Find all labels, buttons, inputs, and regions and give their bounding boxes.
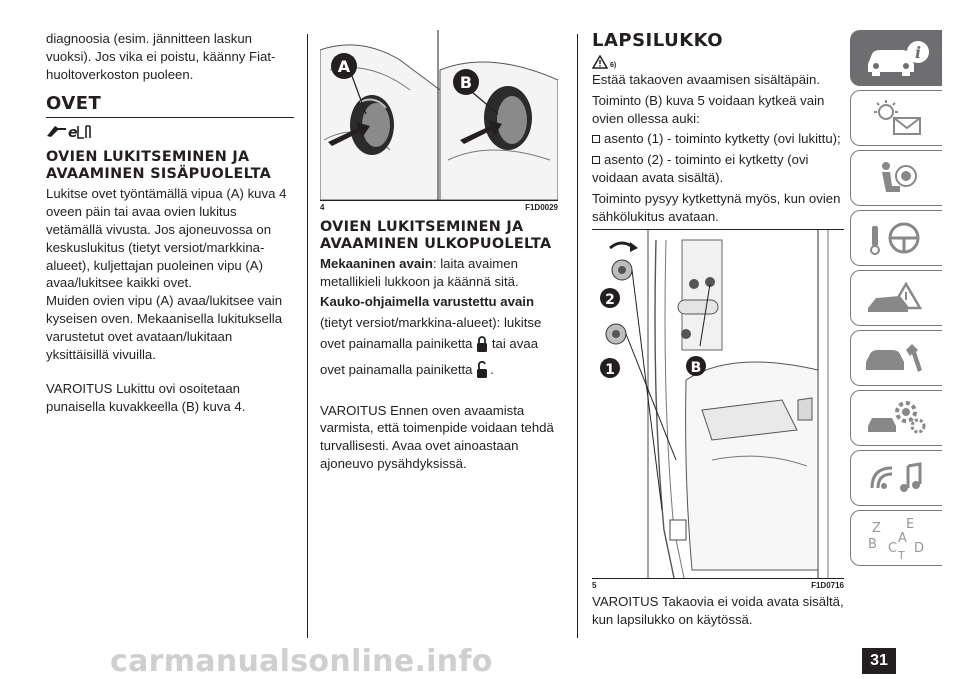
warning-triangle-icon (592, 55, 608, 69)
warning-text: VAROITUS Takaovia ei voida avata sisältä, kun lapsilukko on käytössä. (592, 594, 844, 628)
figure-caption (320, 201, 558, 215)
warning-text: VAROITUS Lukittu ovi osoitetaan punaisella kuvakkeella (B) kuva 4. (46, 381, 246, 415)
tab-multimedia[interactable] (850, 450, 942, 506)
warning-text: VAROITUS Ennen oven avaamista varmista, että toimenpide voidaan tehdä turvallisesti. Avaa ovet ainoastaan ajoneuvo pysähdyksissä. (320, 402, 554, 471)
callout-b: B (459, 73, 473, 92)
tab-maintenance[interactable] (850, 330, 942, 386)
intro-text: diagnoosia (esim. jännitteen laskun vuoksi). Jos vika ei poistu, käänny Fiat-huoltoverkoston puoleen. (46, 31, 276, 82)
tab-technical-data[interactable] (850, 390, 942, 446)
callout-2: 2 (605, 292, 615, 309)
gear-data-icon (862, 398, 932, 438)
media-music-icon (862, 458, 932, 498)
tab-safety[interactable] (850, 150, 942, 206)
bullet-icon (592, 135, 600, 143)
tab-dashboard-lights[interactable] (850, 90, 942, 146)
index-letter: E (905, 517, 914, 532)
unlock-icon (476, 361, 490, 385)
paragraph: Kauko-ohjaimella varustettu avain (tietyt versiot/markkina-alueet): lukitse ovet painamalla painiketta tai avaa ovet painamalla painiketta . (320, 291, 558, 385)
figure-5 (592, 229, 844, 579)
bullet-item: asento (1) - toiminto kytketty (ovi lukittu); (592, 130, 844, 148)
paragraph: Toiminto (B) kuva 5 voidaan kytkeä vain ovien ollessa auki: (592, 92, 825, 126)
tab-car-info[interactable] (850, 30, 942, 86)
column-rule (577, 34, 578, 638)
bullet-item: asento (2) - toiminto ei kytketty (ovi voidaan avata sisältä). (592, 152, 809, 185)
car-service-icon (862, 338, 932, 378)
figure-code: F1D0029 (525, 203, 558, 212)
column-rule (307, 34, 308, 638)
watermark: carmanualsonline.info (110, 644, 493, 679)
bullet-icon (592, 156, 600, 164)
warning-ref-number: 6) (610, 62, 617, 69)
figure-number: 5 (592, 581, 597, 591)
dashboard-lights-icon (862, 98, 932, 138)
callout-1: 1 (605, 362, 615, 379)
figure-code: F1D0716 (811, 581, 844, 591)
section-title-child-lock: LAPSILUKKO (592, 30, 724, 51)
callout-b: B (690, 360, 702, 377)
mechanical-key-lead: Mekaaninen avain (320, 256, 433, 271)
figure-number: 4 (320, 203, 325, 212)
child-lock-illustration (592, 230, 844, 578)
svg-text:e: e (68, 125, 78, 141)
heading-outside-locking: OVIEN LUKITSEMINEN JA AVAAMINEN ULKOPUOLELTA (320, 219, 552, 252)
alphabet-index-icon (862, 516, 932, 560)
tab-index[interactable] (850, 510, 942, 566)
car-info-icon (862, 38, 932, 78)
chapter-tabs (850, 30, 942, 570)
paragraph: Estää takaoven avaamisen sisältäpäin. (592, 72, 820, 87)
warning-ref-icon (46, 122, 294, 145)
paragraph: Toiminto pysyy kytkettynä myös, kun ovien sähkölukitus avataan. (592, 190, 841, 224)
index-letter: D (913, 541, 924, 556)
paragraph: Lukitse ovet työntämällä vipua (A) kuva 4 oveen päin tai avaa ovien lukitus vetämällä vivusta. Jos ajoneuvossa on keskuslukitus (tietyt versiot/markkina-alueet), kuljettajan puoleinen vipu (A) avaa/lukitsee kaikki ovet. (46, 186, 287, 291)
column-1 (46, 30, 294, 416)
page-number: 31 (862, 648, 896, 674)
warning-reference (592, 55, 844, 69)
steering-key-icon (862, 218, 932, 258)
warning-accident-icon (862, 278, 932, 318)
figure-4 (320, 30, 558, 201)
index-letter: T (897, 549, 905, 560)
index-letter: C (887, 541, 897, 556)
svg-text:i: i (914, 43, 921, 62)
section-divider (46, 117, 294, 118)
paragraph: Muiden ovien vipu (A) avaa/lukitsee vain kyseisen oven. Mekaanisella lukituksella varustetut ovet avataan/lukitaan yksittäisillä vivuilla. (46, 293, 283, 362)
section-title-doors: OVET (46, 93, 102, 115)
paragraph: Mekaaninen avain: laita avaimen metallikieli lukkoon ja käännä sitä. (320, 256, 519, 289)
column-3 (592, 30, 844, 629)
tab-starting-driving[interactable] (850, 210, 942, 266)
heading-inside-locking: OVIEN LUKITSEMINEN JA AVAAMINEN SISÄPUOLELTA (46, 149, 272, 183)
index-letter: A (897, 531, 907, 546)
door-lever-illustration (320, 30, 558, 200)
callout-a: A (337, 57, 351, 76)
lock-icon (476, 335, 488, 359)
tab-emergency[interactable] (850, 270, 942, 326)
column-2 (320, 30, 558, 473)
remote-key-lead: Kauko-ohjaimella varustettu avain (320, 293, 534, 309)
airbag-seat-icon (862, 158, 932, 198)
index-letter: B (867, 537, 877, 552)
figure-caption (592, 579, 844, 593)
index-letter: Z (871, 521, 881, 536)
